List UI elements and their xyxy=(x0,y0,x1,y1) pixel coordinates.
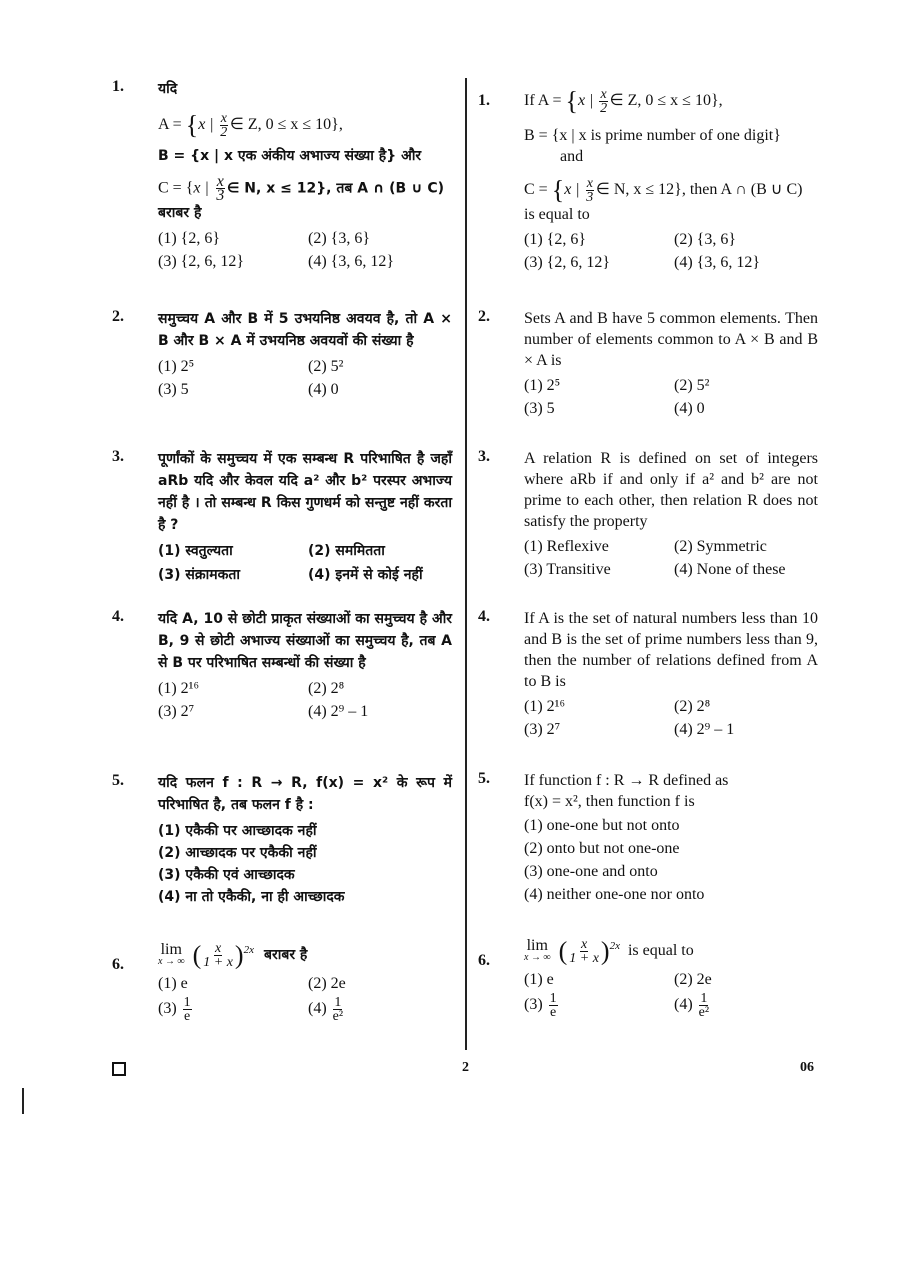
option-3[interactable]: (3) 5 xyxy=(524,400,555,417)
question-text: यदि फलन f : R → R, f(x) = x² के रूप में परिभाषित है, तब फलन f है : xyxy=(158,775,452,813)
option-3[interactable]: (3) Transitive xyxy=(524,561,611,578)
page-number: 2 xyxy=(462,1060,469,1075)
answer-options xyxy=(524,229,818,273)
option-4[interactable]: (4) 0 xyxy=(308,381,339,398)
option-3[interactable]: (3) संक्रामकता xyxy=(158,567,240,583)
question-text-end: is equal to xyxy=(524,206,590,223)
option-2[interactable]: (2) {3, 6} xyxy=(308,230,371,247)
question-number: 1. xyxy=(478,92,490,109)
question-number: 2. xyxy=(478,308,490,325)
answer-options xyxy=(158,973,452,1023)
question-number: 3. xyxy=(478,448,490,465)
option-3[interactable]: (3) {2, 6, 12} xyxy=(158,253,245,270)
set-a-definition: If A = {x | $\frac{x}{2}$ ∈ Z, 0 ≤ x ≤ 10}, xyxy=(524,86,723,116)
option-3[interactable]: (3) एकैकी एवं आच्छादक xyxy=(158,867,295,883)
answer-options xyxy=(158,356,452,400)
option-2[interactable]: (2) 2⁸ xyxy=(308,680,345,697)
option-1[interactable]: (1) स्वतुल्यता xyxy=(158,543,233,559)
limit-expression: lim x → ∞ ( $\frac{x}{1 + x}$ )$^{2x}$ बराबर है xyxy=(158,940,308,971)
question-number: 2. xyxy=(112,308,124,325)
option-1[interactable]: (1) one-one but not onto xyxy=(524,817,680,834)
option-4[interactable]: (4) neither one-one nor onto xyxy=(524,886,705,903)
option-3[interactable]: (3) 5 xyxy=(158,381,189,398)
option-1[interactable]: (1) 2¹⁶ xyxy=(524,698,566,715)
option-3[interactable]: (3) 2⁷ xyxy=(158,703,195,720)
question-number: 6. xyxy=(478,952,490,969)
answer-options xyxy=(158,820,452,908)
option-4[interactable]: (4) None of these xyxy=(674,561,786,578)
option-2[interactable]: (2) 5² xyxy=(674,377,710,394)
option-4[interactable]: (4) {3, 6, 12} xyxy=(308,253,395,270)
option-2[interactable]: (2) 2e xyxy=(674,971,712,989)
question-number: 4. xyxy=(112,608,124,625)
question-number: 5. xyxy=(112,772,124,789)
option-4[interactable]: (4) {3, 6, 12} xyxy=(674,254,761,271)
column-divider xyxy=(465,78,467,1050)
option-2[interactable]: (2) 2e xyxy=(308,975,346,993)
option-1[interactable]: (1) एकैकी पर आच्छादक नहीं xyxy=(158,823,317,839)
option-4[interactable]: (4) 0 xyxy=(674,400,705,417)
answer-options xyxy=(158,678,452,722)
answer-options xyxy=(158,540,452,586)
option-2[interactable]: (2) 5² xyxy=(308,358,344,375)
option-3[interactable]: (3) $\frac{1}{e}$ xyxy=(158,995,191,1025)
option-2[interactable]: (2) सममितता xyxy=(308,543,385,559)
page-code: 06 xyxy=(800,1060,814,1075)
question-text-2: f(x) = x², then function f is xyxy=(524,793,695,810)
option-3[interactable]: (3) {2, 6, 12} xyxy=(524,254,611,271)
question-text: A relation R is defined on set of integers where aRb if and only if a² and b² are not prime to each other, then relation R does not satisfy the property xyxy=(524,450,818,530)
question-text: यदि A, 10 से छोटी प्राकृत संख्याओं का समुच्चय है और B, 9 से छोटी अभाज्य संख्याओं का समुच्चय है, तब A से B पर परिभाषित सम्बन्धों की संख्या है xyxy=(158,611,452,671)
option-3[interactable]: (3) $\frac{1}{e}$ xyxy=(524,991,557,1021)
option-3[interactable]: (3) 2⁷ xyxy=(524,721,561,738)
question-text: Sets A and B have 5 common elements. Then number of elements common to A × B and B × A is xyxy=(524,310,818,369)
option-1[interactable]: (1) {2, 6} xyxy=(158,230,221,247)
corner-square-mark xyxy=(112,1062,126,1076)
option-4[interactable]: (4) ना तो एकैकी, ना ही आच्छादक xyxy=(158,889,345,905)
question-number: 3. xyxy=(112,448,124,465)
option-1[interactable]: (1) 2⁵ xyxy=(158,358,195,375)
question-text: यदि xyxy=(158,81,178,97)
question-number: 6. xyxy=(112,956,124,973)
question-text: पूर्णांकों के समुच्चय में एक सम्बन्ध R परिभाषित है जहाँ aRb यदि और केवल यदि a² और b² परस्पर अभाज्य नहीं है । तो सम्बन्ध R किस गुणधर्म को सन्तुष्ट नहीं करता है ? xyxy=(158,451,452,533)
answer-options xyxy=(524,969,818,1019)
question-number: 1. xyxy=(112,78,124,95)
option-1[interactable]: (1) 2⁵ xyxy=(524,377,561,394)
option-2[interactable]: (2) onto but not one-one xyxy=(524,840,680,857)
option-2[interactable]: (2) आच्छादक पर एकैकी नहीं xyxy=(158,845,317,861)
answer-options xyxy=(524,696,818,740)
set-c-definition: C = {x | $\frac{x}{3}$ ∈ N, x ≤ 12}, तब A ∩ (B ∪ C) xyxy=(158,173,445,204)
question-text: If function f : R → R defined as xyxy=(524,772,729,789)
question-text-end: बराबर है xyxy=(158,205,202,221)
set-a-definition: A = {x | $\frac{x}{2}$ ∈ Z, 0 ≤ x ≤ 10}, xyxy=(158,110,343,140)
option-4[interactable]: (4) $\frac{1}{\text{e²}}$ xyxy=(308,995,344,1025)
set-c-definition: C = {x | $\frac{x}{3}$ ∈ N, x ≤ 12}, then A ∩ (B ∪ C) xyxy=(524,175,803,205)
option-4[interactable]: (4) इनमें से कोई नहीं xyxy=(308,567,423,583)
option-4[interactable]: (4) 2⁹ – 1 xyxy=(674,721,735,738)
option-3[interactable]: (3) one-one and onto xyxy=(524,863,658,880)
question-number: 5. xyxy=(478,770,490,787)
option-1[interactable]: (1) Reflexive xyxy=(524,538,609,555)
option-4[interactable]: (4) $\frac{1}{\text{e²}}$ xyxy=(674,991,710,1021)
option-1[interactable]: (1) e xyxy=(158,975,188,993)
answer-options xyxy=(524,375,818,419)
option-1[interactable]: (1) {2, 6} xyxy=(524,231,587,248)
option-1[interactable]: (1) 2¹⁶ xyxy=(158,680,200,697)
option-4[interactable]: (4) 2⁹ – 1 xyxy=(308,703,369,720)
set-b-definition: B = {x | x is prime number of one digit} xyxy=(524,127,781,144)
question-number: 4. xyxy=(478,608,490,625)
option-2[interactable]: (2) Symmetric xyxy=(674,538,767,555)
question-text: समुच्चय A और B में 5 उभयनिष्ठ अवयव है, तो A × B और B × A में उभयनिष्ठ अवयवों की संख्या है xyxy=(158,311,452,349)
answer-options xyxy=(524,814,818,906)
option-2[interactable]: (2) {3, 6} xyxy=(674,231,737,248)
conjunction: and xyxy=(560,148,584,165)
limit-expression: lim x → ∞ ( $\frac{x}{1 + x}$ )$^{2x}$ is equal to xyxy=(524,936,694,967)
answer-options xyxy=(524,536,818,580)
answer-options xyxy=(158,228,452,272)
scan-edge-mark xyxy=(22,1088,24,1114)
option-2[interactable]: (2) 2⁸ xyxy=(674,698,711,715)
question-text: If A is the set of natural numbers less than 10 and B is the set of prime numbers less than 9, then the number of relations defined from A to B is xyxy=(524,610,818,690)
option-1[interactable]: (1) e xyxy=(524,971,554,989)
set-b-definition: B = {x | x एक अंकीय अभाज्य संख्या है} और xyxy=(158,148,422,164)
